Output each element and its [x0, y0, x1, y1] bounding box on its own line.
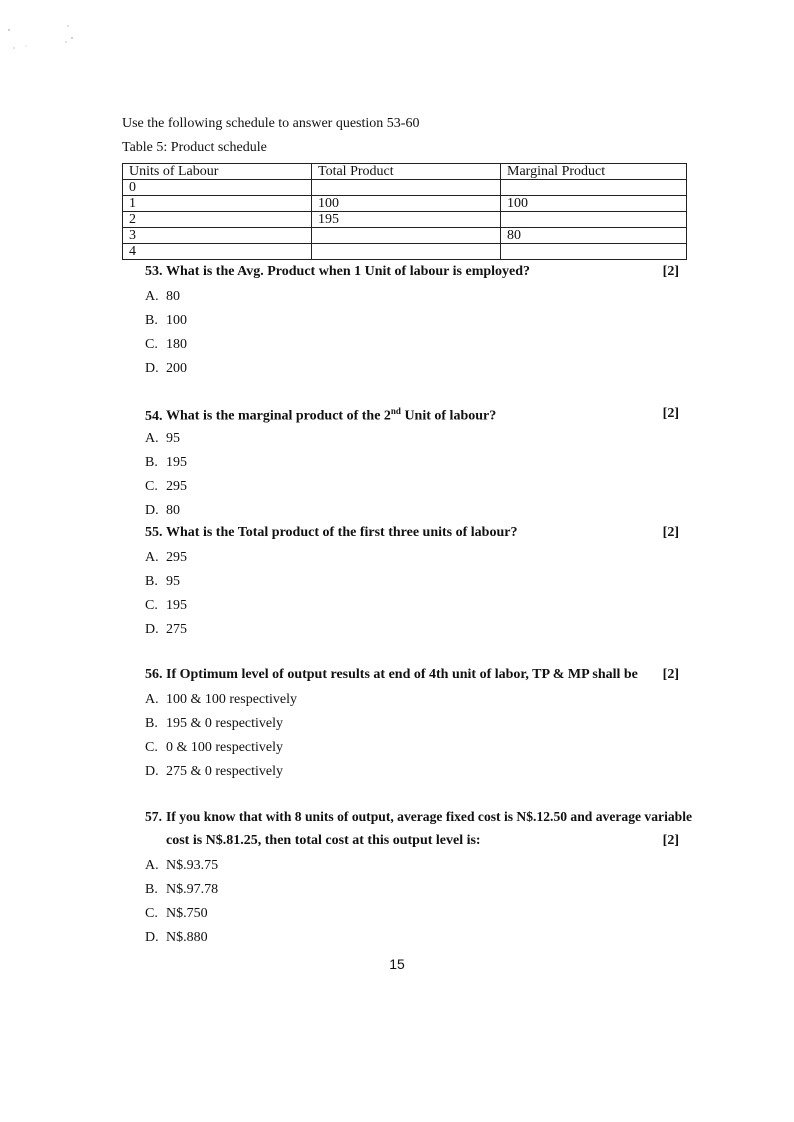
option-label: C.: [145, 906, 158, 921]
table-header-row: [123, 164, 687, 180]
question-marks: [2]: [662, 525, 679, 540]
cell-units: 1: [123, 196, 312, 212]
question-number: 56.: [145, 667, 163, 682]
cell-total-product: [312, 244, 501, 260]
option-label: C.: [145, 740, 158, 755]
cell-units: 3: [123, 228, 312, 244]
option-c: [145, 336, 187, 360]
question-text-line-2: cost is N$.81.25, then total cost at this output level is:: [166, 833, 481, 848]
question-marks: [2]: [662, 833, 679, 848]
question-55: [145, 525, 685, 541]
table-row: [123, 180, 687, 196]
option-label: B.: [145, 455, 158, 470]
option-b: [145, 881, 218, 905]
question-text: What is the Avg. Product when 1 Unit of labour is employed?: [166, 264, 531, 279]
question-text: What is the Total product of the first three units of labour?: [166, 525, 518, 540]
option-label: A.: [145, 692, 159, 707]
question-number: 53.: [145, 264, 163, 279]
option-text: 275 & 0 respectively: [166, 764, 284, 779]
ordinal-suffix: nd: [390, 406, 401, 416]
cell-total-product: 195: [312, 212, 501, 228]
option-label: C.: [145, 479, 158, 494]
option-label: B.: [145, 313, 158, 328]
option-label: D.: [145, 361, 159, 376]
option-d: [145, 360, 187, 384]
table-caption: Table 5: Product schedule: [122, 140, 267, 155]
table-row: [123, 244, 687, 260]
option-label: D.: [145, 503, 159, 518]
product-schedule-table: [122, 163, 687, 260]
option-d: [145, 763, 297, 787]
option-a: [145, 288, 187, 312]
question-number: 55.: [145, 525, 163, 540]
header-marginal-product: Marginal Product: [501, 164, 687, 180]
option-label: C.: [145, 598, 158, 613]
option-label: D.: [145, 930, 159, 945]
cell-marginal-product: [501, 212, 687, 228]
option-text: 275: [166, 622, 187, 637]
header-units-of-labour: Units of Labour: [123, 164, 312, 180]
options-53: [145, 288, 187, 384]
question-text-before: What is the marginal product of the 2: [166, 408, 391, 424]
option-b: [145, 715, 297, 739]
option-label: C.: [145, 337, 158, 352]
question-text-line-1: If you know that with 8 units of output, average fixed cost is N$.12.50 and average variable: [166, 809, 693, 824]
option-c: [145, 905, 218, 929]
cell-total-product: [312, 180, 501, 196]
table-row: [123, 212, 687, 228]
cell-marginal-product: 100: [501, 196, 687, 212]
option-text: N$.93.75: [166, 858, 219, 873]
option-label: A.: [145, 550, 159, 565]
options-55: [145, 549, 187, 645]
cell-units: 4: [123, 244, 312, 260]
question-text-after: Unit of labour?: [400, 408, 497, 424]
cell-total-product: 100: [312, 196, 501, 212]
option-label: B.: [145, 574, 158, 589]
option-text: 180: [166, 337, 187, 352]
question-marks: [2]: [662, 406, 679, 421]
option-d: [145, 929, 218, 953]
cell-marginal-product: [501, 244, 687, 260]
option-text: 100 & 100 respectively: [166, 692, 298, 707]
option-text: 200: [166, 361, 187, 376]
option-text: N$.750: [166, 906, 208, 921]
options-57: [145, 857, 218, 953]
option-a: [145, 691, 297, 715]
table-row: [123, 228, 687, 244]
options-56: [145, 691, 297, 787]
cell-marginal-product: 80: [501, 228, 687, 244]
option-text: 195: [166, 598, 187, 613]
options-54: [145, 430, 187, 526]
header-total-product: Total Product: [312, 164, 501, 180]
option-text: 95: [166, 574, 180, 589]
table-row: [123, 196, 687, 212]
option-text: 80: [166, 289, 180, 304]
instruction-text: Use the following schedule to answer question 53-60: [122, 116, 420, 131]
question-53: [145, 264, 685, 280]
cell-total-product: [312, 228, 501, 244]
question-56: [145, 667, 685, 683]
option-text: N$.880: [166, 930, 208, 945]
question-number: 57.: [145, 809, 162, 824]
option-text: 95: [166, 431, 180, 446]
question-text: If Optimum level of output results at end of 4th unit of labor, TP & MP shall be: [166, 667, 638, 682]
page-number: 15: [389, 956, 405, 972]
option-d: [145, 621, 187, 645]
option-label: B.: [145, 716, 158, 731]
option-text: 195 & 0 respectively: [166, 716, 284, 731]
option-label: A.: [145, 289, 159, 304]
option-c: [145, 597, 187, 621]
option-b: [145, 454, 187, 478]
option-text: 295: [166, 479, 187, 494]
option-c: [145, 739, 297, 763]
option-label: A.: [145, 431, 159, 446]
option-d: [145, 502, 187, 526]
question-57-continued: [145, 833, 685, 849]
scan-specks: [6, 22, 86, 52]
option-text: 295: [166, 550, 187, 565]
option-b: [145, 312, 187, 336]
cell-units: 0: [123, 180, 312, 196]
option-label: B.: [145, 882, 158, 897]
option-a: [145, 857, 218, 881]
question-57: [145, 809, 693, 825]
option-b: [145, 573, 187, 597]
question-number: 54.: [145, 408, 163, 424]
question-marks: [2]: [662, 264, 679, 279]
option-a: [145, 430, 187, 454]
option-text: 80: [166, 503, 180, 518]
option-a: [145, 549, 187, 573]
option-c: [145, 478, 187, 502]
cell-units: 2: [123, 212, 312, 228]
cell-marginal-product: [501, 180, 687, 196]
option-text: 100: [166, 313, 187, 328]
option-label: A.: [145, 858, 159, 873]
option-label: D.: [145, 764, 159, 779]
option-text: 195: [166, 455, 187, 470]
question-marks: [2]: [662, 667, 679, 682]
option-text: N$.97.78: [166, 882, 219, 897]
question-54: [145, 406, 685, 425]
option-text: 0 & 100 respectively: [166, 740, 284, 755]
option-label: D.: [145, 622, 159, 637]
